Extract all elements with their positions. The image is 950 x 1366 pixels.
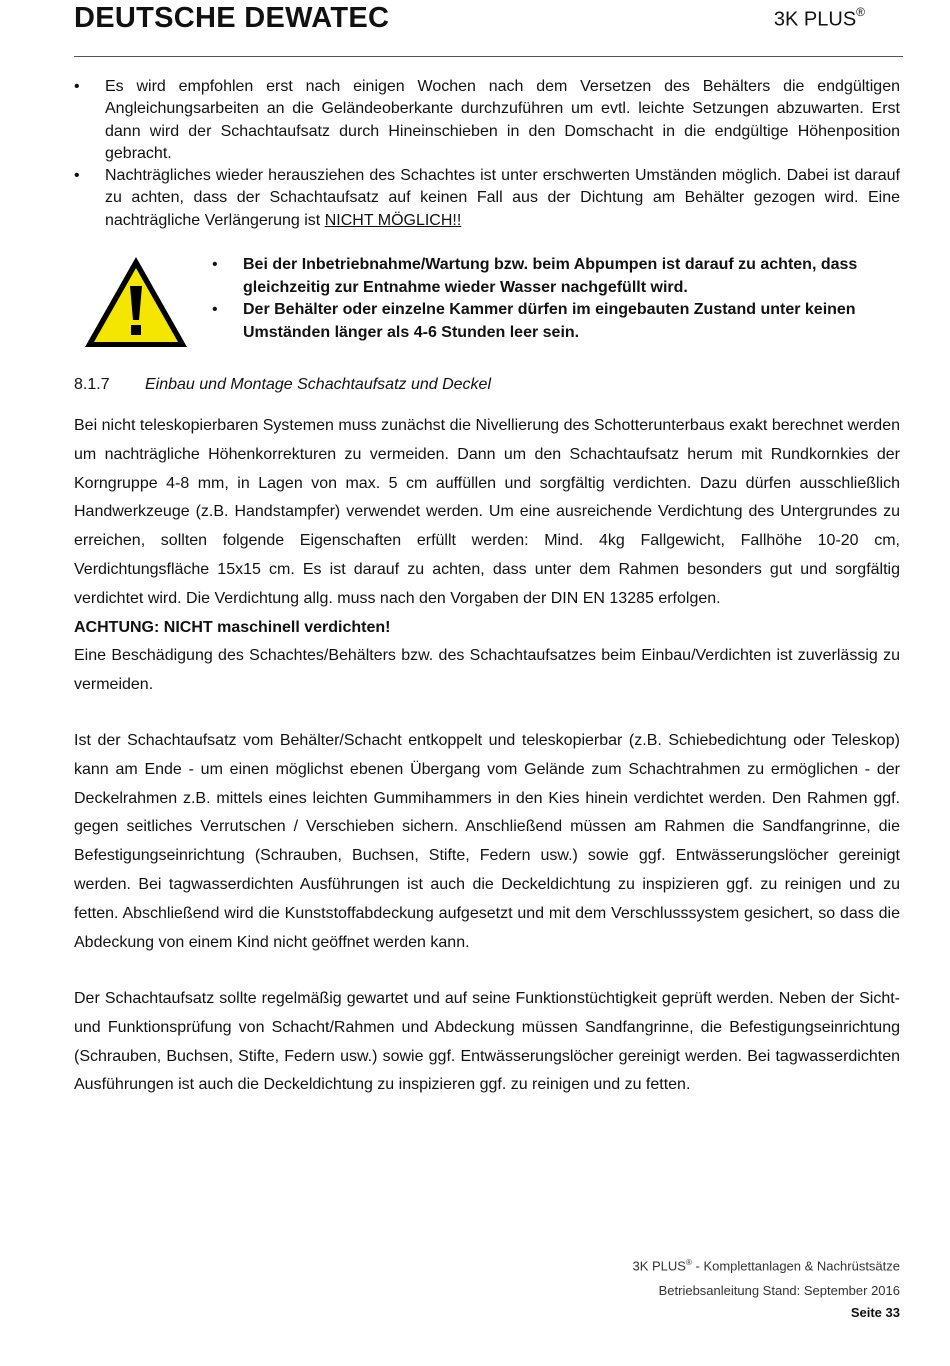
footer-product: 3K PLUS [632,1258,686,1274]
bullet-icon: • [212,301,218,318]
registered-mark: ® [856,5,865,19]
footer-product-desc: - Komplettanlagen & Nachrüstsätze [691,1258,900,1274]
bullet-text: Nachträgliches wieder herausziehen des Schachtes ist unter erschwerten Umständen möglich. Dabei ist darauf zu achten, dass der Schachtaufsatz auf keinen Fall aus der Dichtung am Behälter gezogen wird. Eine nachträgliche Verlängerung ist [105,167,900,229]
footer-registered-mark: ® [685,1258,692,1267]
warning-text: Der Behälter oder einzelne Kammer dürfen im eingebauten Zustand unter keinen Umständen länger als 4-6 Stunden leer sein. [243,301,856,341]
bullet-icon: • [74,78,80,95]
bullet-text: Es wird empfohlen erst nach einigen Wochen nach dem Versetzen des Behälters die endgültigen Angleichungsarbeiten an die Geländeoberkante durchzuführen um evtl. leichte Setzungen abzuwarten. Erst dann wird der Schachtaufsatz durch Hineinschieben in den Domschacht in die endgültige Höhenposition gebracht. [105,78,900,162]
list-item [74,76,900,165]
paragraph-text-tail: Eine Beschädigung des Schachtes/Behälters bzw. des Schachtaufsatzes beim Einbau/Verdichten ist zuverlässig zu vermeiden. [74,647,900,694]
warning-text: Bei der Inbetriebnahme/Wartung bzw. beim Abpumpen ist darauf zu achten, dass gleichzeitig zur Entnahme wieder Wasser nachgefüllt wird. [243,256,858,296]
emphasis-underlined: NICHT MÖGLICH!! [324,211,462,229]
list-item [212,254,902,299]
page-number: Seite 33 [850,1305,900,1320]
caution-text: ACHTUNG: NICHT maschinell verdichten! [74,618,391,636]
product-name-text: 3K PLUS [773,8,857,31]
bullet-icon: • [212,256,218,273]
section-number: 8.1.7 [74,376,110,393]
list-item [74,165,900,232]
bullet-icon: • [74,167,80,185]
list-item [212,299,902,344]
warning-triangle-icon [82,254,190,350]
paragraph-telescopic: Ist der Schachtaufsatz vom Behälter/Schacht entkoppelt und teleskopierbar (z.B. Schiebedichtung oder Teleskop) kann am Ende - um einen möglichst ebenen Übergang vom Gelände zum Schachtrahmen zu ermöglichen - der Deckelrahmen z.B. mittels eines leichten Gummihammers in den Kies hinein verdichtet werden. Den Rahmen ggf. gegen seitliches Verrutschen / Verschieben sichern. Anschließend müssen am Rahmen die Sandfangrinne, die Befestigungseinrichtung (Schrauben, Buchsen, Stifte, Federn usw.) sowie ggf. Entwässerungslöcher gereinigt werden. Bei tagwasserdichten Ausführungen ist auch die Deckeldichtung zu inspizieren ggf. zu reinigen und zu fetten. Abschließend wird die Kunststoffabdeckung aufgesetzt und mit dem Verschlusssystem gesichert, so dass die Abdeckung von einem Kind nicht geöffnet werden kann. [74,732,900,951]
paragraph-maintenance: Der Schachtaufsatz sollte regelmäßig gewartet und auf seine Funktionstüchtigkeit geprüft werden. Neben der Sicht- und Funktionsprüfung von Schacht/Rahmen und Abdeckung müssen Sandfangrinne, die Befestigungseinrichtung (Schrauben, Buchsen, Stifte, Federn usw.) sowie ggf. Entwässerungslöcher gereinigt werden. Bei tagwasserdichten Ausführungen ist auch die Deckeldichtung zu inspizieren ggf. zu reinigen und zu fetten. [74,990,900,1094]
warning-list [212,254,902,344]
brand-name: DEUTSCHE DEWATEC [74,2,390,34]
section-heading [74,376,491,394]
footer-product-line [633,1258,901,1273]
footer-document-status: Betriebsanleitung Stand: September 2016 [658,1283,900,1298]
paragraph-installation [74,412,900,700]
paragraph-text: Bei nicht teleskopierbaren Systemen muss zunächst die Nivellierung des Schotterunterbaus exakt berechnet werden um nachträgliche Höhenkorrekturen zu vermeiden. Dann um den Schachtaufsatz herum mit Rundkornkies der Korngruppe 4-8 mm, in Lagen von max. 5 cm auffüllen und sorgfältig verdichten. Dazu dürfen ausschließlich Handwerkzeuge (z.B. Handstampfer) verwendet werden. Um eine ausreichende Verdichtung des Untergrundes zu erreichen, sollten folgende Eigenschaften erfüllt werden: Mind. 4kg Fallgewicht, Fallhöhe 10-20 cm, Verdichtungsfläche 15x15 cm. Es ist darauf zu achten, dass unter dem Rahmen besonders gut und sorgfältig verdichtet wird. Die Verdichtung allg. muss nach den Vorgaben der DIN EN 13285 erfolgen. [74,417,900,607]
page-header [74,0,903,57]
section-title: Einbau und Montage Schachtaufsatz und Deckel [145,376,492,393]
intro-bullet-list [74,76,900,232]
product-name [774,7,865,32]
